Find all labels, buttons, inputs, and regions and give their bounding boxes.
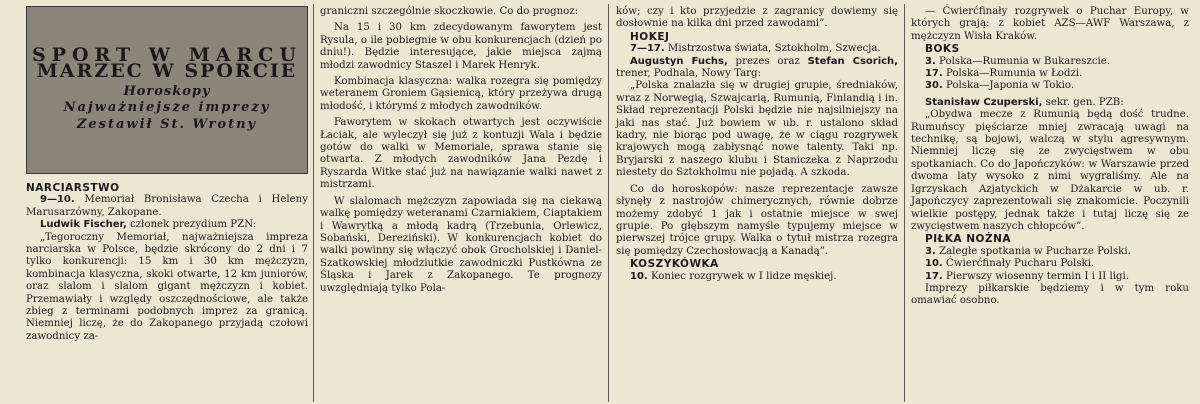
speaker-name: Stefan Csorich, bbox=[807, 55, 898, 67]
event-entry bbox=[911, 246, 1189, 258]
headline-line-2: MARZEC W SPORCIE bbox=[36, 60, 298, 83]
event-entry bbox=[911, 271, 1189, 283]
column-3 bbox=[616, 6, 898, 400]
event-text: Memoriał Bronisława Czecha i Heleny Marusarzówny, Zakopane. bbox=[26, 194, 308, 218]
event-date: 17. bbox=[925, 270, 943, 282]
subheadline-line-2: Najważniejsze imprezy bbox=[63, 100, 271, 116]
event-entry bbox=[911, 68, 1189, 80]
column-2 bbox=[320, 6, 602, 400]
article-paragraph: Faworytem w skokach otwartych jest oczywiście Łaciak, ale wyleczył się już z kontuzji Wala i będzie gotów do walki w Memoriale, sprawa stanie się otwarta. Z młodych zawodników Jana Pezdę i Ryszarda Witke stać już na nawiązanie walki nawet z mistrzami. bbox=[320, 117, 602, 191]
title-box bbox=[26, 6, 308, 174]
event-text: Mistrzostwa świata, Sztokholm, Szwecja. bbox=[664, 43, 881, 55]
event-date: 30. bbox=[925, 80, 943, 92]
event-entry bbox=[911, 56, 1189, 68]
subheadline-line-1: Horoskopy bbox=[123, 83, 211, 99]
event-date: 10. bbox=[925, 258, 943, 270]
article-paragraph: Imprezy piłkarskie będziemy i w tym roku omawiać osobno. bbox=[911, 282, 1189, 307]
event-date: 7—17. bbox=[630, 43, 665, 55]
event-date: 3. bbox=[925, 245, 936, 257]
section-heading: HOKEJ bbox=[630, 30, 670, 43]
event-date: 10. bbox=[630, 270, 648, 282]
event-entry bbox=[911, 80, 1189, 92]
event-text: Koniec rozgrywek w I lidze męskiej. bbox=[647, 270, 837, 282]
event-entry bbox=[26, 194, 308, 219]
article-paragraph: Na 15 i 30 km zdecydowanym faworytem jest Rysula, o ile pobiegnie w obu konkurencjach (dzień po dniu!). Będzie interesujące, jakie miejsca zajmą młodzi zawodnicy Staszel i Marek Henryk. bbox=[320, 22, 602, 71]
speaker-role: sekr. gen. PZB: bbox=[1042, 96, 1124, 108]
event-text: Pierwszy wiosenny termin I i II ligi. bbox=[942, 270, 1130, 282]
column-rule bbox=[904, 4, 905, 402]
section-heading: PIŁKA NOŻNA bbox=[925, 233, 1012, 246]
speaker-intro bbox=[26, 219, 308, 231]
event-text: Polska—Rumunia w Łodzi. bbox=[942, 68, 1083, 80]
section-heading: BOKS bbox=[925, 43, 960, 56]
event-text: Ćwierćfinały Pucharu Polski. bbox=[942, 258, 1095, 270]
speaker-role: członek prezydium PZN: bbox=[126, 219, 257, 231]
speaker-role: prezes oraz bbox=[727, 55, 808, 67]
speaker-role: trener, Podhala, Nowy Targ: bbox=[616, 68, 762, 80]
speaker-name: Ludwik Fischer, bbox=[40, 219, 127, 231]
event-date: 17. bbox=[925, 68, 943, 80]
article-paragraph: W slalomach mężczyzn zapowiada się na ciekawą walkę pomiędzy weteranami Czarniakiem, Ciaptakiem i Wawrytką a młodą kadrą (Trzebunia, Orlewicz, Sobański, Dereziński). W konkurencjach kobiet do walki powinny się włączyć obok Grocholskiej i Daniel-Szatkowskiej młodziutkie zawodniczki Pustkówna ze Śląska i Jarek z Zakopanego. Te prognozy uwzględniają tylko Pola- bbox=[320, 195, 602, 294]
column-rule bbox=[313, 4, 314, 402]
speaker-name: Stanisław Czuperski, bbox=[925, 96, 1043, 108]
byline: Zestawił St. Wrotny bbox=[76, 116, 258, 132]
section-heading: NARCIARSTWO bbox=[26, 182, 120, 194]
event-date: 9—10. bbox=[40, 194, 75, 206]
article-paragraph: Kombinacja klasyczna: walka rozegra się pomiędzy weteranem Groniem Gąsienicą, który przeżywa drugą młodość, i którymś z młodych zawodników. bbox=[320, 76, 602, 112]
event-entry bbox=[911, 258, 1189, 270]
event-entry bbox=[616, 43, 898, 55]
speaker-intro bbox=[616, 56, 898, 81]
event-entry bbox=[616, 271, 898, 283]
article-paragraph: „Obydwa mecze z Rumunią będą dość trudne. Rumuńscy pięściarze mniej zwracają uwagi na technikę, są bojowi, walczą w stylu agresywnym. Niemniej liczę się ze zwycięstwem w obu spotkaniach. Co do Japończyków: w Warszawie przed dwoma laty wysoko z nimi wygraliśmy. Ale na Igrzyskach Azjatyckich w Dżakarcie w ub. r. Japończycy zaprezentowali się znakomicie. Poczynili wielkie postępy, jednak także i tutaj liczę się ze zwycięstwem naszych chłopców”. bbox=[911, 109, 1189, 232]
article-paragraph: ków; czy i kto przyjedzie z zagranicy dowiemy się dosłownie na kilka dni przed zawodami”. bbox=[616, 6, 898, 30]
speaker-intro bbox=[911, 97, 1189, 109]
article-paragraph: graniczni szczególnie skoczkowie. Co do prognoz: bbox=[320, 6, 579, 17]
article-paragraph: Co do horoskopów: nasze reprezentacje zawsze słynęły z nastrojów chimerycznych, równie dobrze możemy zdobyć 1 jak i ostatnie miejsce w swej grupie. Po głębszym namyśle typujemy miejsce w pierwszej trójce grupy. Walka o tytuł mistrza rozegra się pomiędzy Czechosłowacją a Kanadą”. bbox=[616, 183, 898, 257]
headline-line-1: SPORT W MARCU bbox=[32, 43, 302, 66]
event-text: Polska—Rumunia w Bukareszcie. bbox=[935, 55, 1111, 67]
event-text: Polska—Japonia w Tokio. bbox=[942, 80, 1075, 92]
section-heading: KOSZYKÓWKA bbox=[630, 258, 719, 271]
column-1 bbox=[26, 6, 308, 400]
speaker-name: Augustyn Fuchs, bbox=[630, 55, 728, 67]
article-paragraph: „Tegoroczny Memoriał, najważniejsza impreza narciarska w Polsce, będzie skrócony do 2 dni i 7 tylko konkurencji: 15 km i 30 km mężczyzn, kombinacja klasyczna, skoki otwarte, 12 km juniorów, oraz slalom i slalom gigant mężczyzn i kobiet. Przemawiały i względy oszczędnościowe, ale także zbieg z terminami podobnych imprez za granicą. Niemniej liczę, że do Zakopanego przyjadą czołowi zawodnicy za- bbox=[26, 231, 308, 342]
column-rule bbox=[608, 4, 609, 402]
event-text: Zaległe spotkania w Pucharze Polski. bbox=[935, 245, 1131, 257]
event-date: 3. bbox=[925, 55, 936, 67]
column-4 bbox=[911, 6, 1189, 400]
article-paragraph: — Ćwierćfinały rozgrywek o Puchar Europy, w których grają: z kobiet AZS—AWF Warszawa, z mężczyzn Wisła Kraków. bbox=[911, 6, 1189, 42]
article-paragraph: „Polska znalazła się w drugiej grupie, średniaków, wraz z Norwegią, Szwajcarią, Rumunią, Finlandią i in. Skład reprezentacji Polski będzie nie najsilniejszy na jaki nas stać. Już bowiem w ub. r. ustalono skład kadry, nie biorąc pod uwagę, że w ciągu rozgrywek krajowych mogą zabłysnąć nowe talenty. Taki np. Bryjarski z naszego klubu i Staniczeka z Naprzodu niestety do Sztokholmu nie pojadą. A szkoda. bbox=[616, 80, 898, 179]
